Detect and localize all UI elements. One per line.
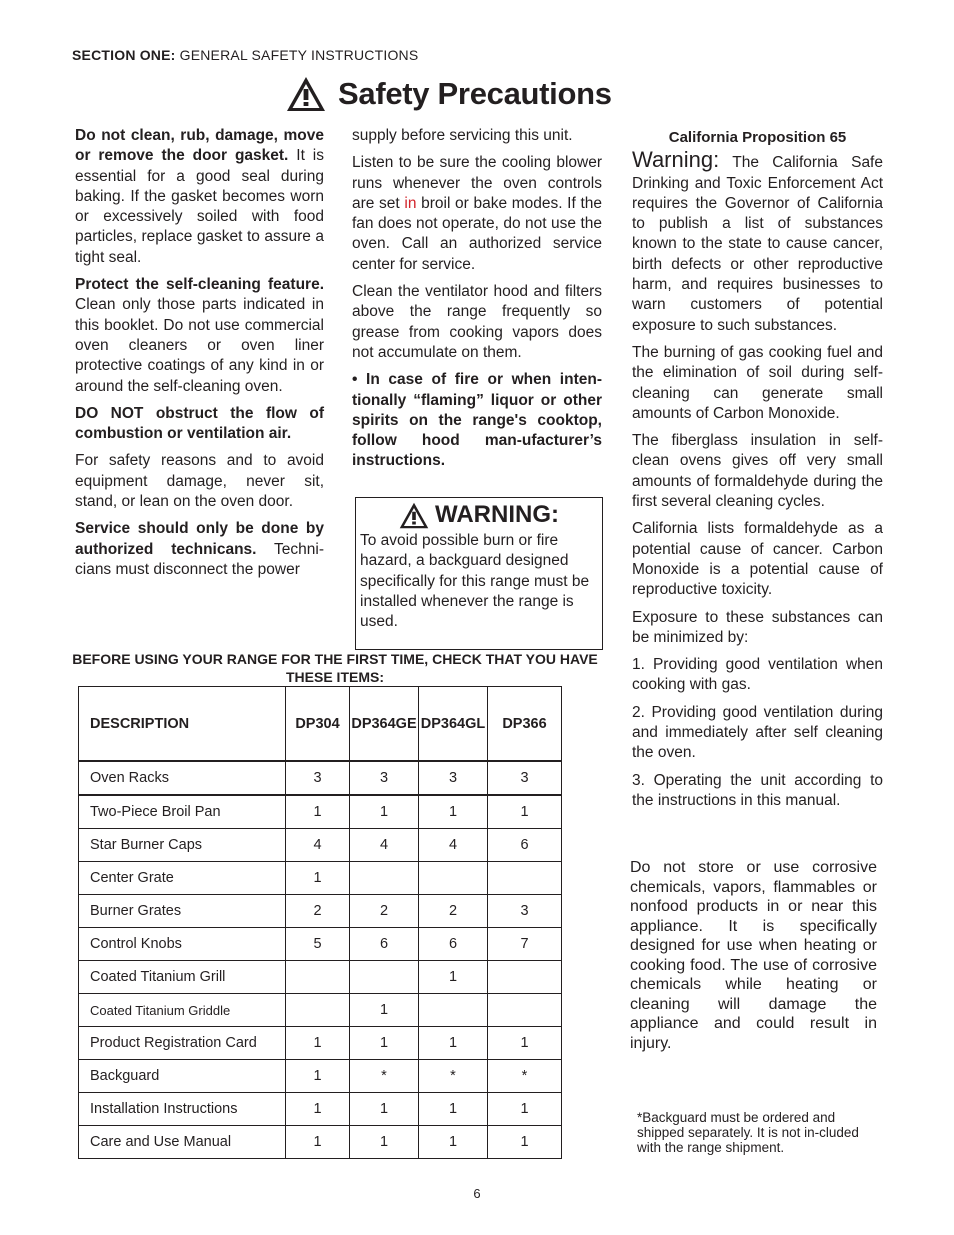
item-quantity-cell: 1 [419, 1093, 488, 1126]
door-gasket-text: It is essential for a good seal during baking. If the gasket becomes worn or excessively soiled with food particles, replace gasket to assure a tight seal. [75, 147, 324, 266]
exposure-step-2: 2. Providing good ventilation during and immediately after self cleaning the oven. [632, 703, 883, 762]
item-quantity-cell: 1 [350, 1093, 419, 1126]
item-quantity-cell: * [350, 1060, 419, 1093]
formaldehyde-paragraph: The fiberglass insulation in self-clean ovens gives off very small amounts of formaldehyde during the first several cleaning cycles. [632, 432, 883, 511]
warning-triangle-small-icon [399, 502, 429, 529]
item-quantity-cell [488, 994, 562, 1027]
exposure-step-3: 3. Operating the unit according to the instructions in this manual. [632, 771, 883, 809]
table-row [79, 862, 562, 895]
section-label-bold: SECTION ONE: [72, 47, 176, 63]
item-quantity-cell: 1 [286, 1060, 350, 1093]
item-quantity-cell: 3 [488, 761, 562, 795]
column-header: DP364GE [350, 687, 419, 762]
backguard-footnote: *Backguard must be ordered and shipped separately. It is not in-cluded with the range shipment. [637, 1110, 859, 1155]
item-description-cell: Backguard [79, 1060, 286, 1093]
checklist-table [78, 686, 562, 1159]
exposure-step-1: 1. Providing good ventilation when cooking with gas. [632, 656, 883, 694]
item-description-cell: Product Registration Card [79, 1027, 286, 1060]
item-quantity-cell: * [488, 1060, 562, 1093]
table-row [79, 795, 562, 829]
safety-column-1 [75, 126, 324, 587]
prop65-title: California Proposition 65 [668, 129, 847, 146]
column-header: DP366 [488, 687, 562, 762]
item-quantity-cell: 6 [488, 829, 562, 862]
cancer-paragraph: California lists formaldehyde as a potential cause of cancer. Carbon Monoxide is a potential cause of reproductive toxicity. [632, 520, 883, 599]
fire-bold: • In case of fire or when inten-tionally “flaming” liquor or other spirits on the range's cooktop, follow hood man-ufacturer’s instructions. [352, 371, 602, 470]
item-quantity-cell: 4 [350, 829, 419, 862]
item-quantity-cell: 6 [350, 928, 419, 961]
item-quantity-cell: 1 [350, 1027, 419, 1060]
item-quantity-cell: 3 [419, 761, 488, 795]
item-quantity-cell: 1 [286, 1027, 350, 1060]
item-quantity-cell: 1 [419, 795, 488, 829]
page-title-block [286, 76, 612, 112]
item-description-cell: Control Knobs [79, 928, 286, 961]
item-quantity-cell: 6 [419, 928, 488, 961]
warning-triangle-icon [286, 76, 326, 112]
item-description-cell: Care and Use Manual [79, 1126, 286, 1159]
prop65-column [632, 128, 883, 818]
item-description-cell: Coated Titanium Grill [79, 961, 286, 994]
table-row [79, 1093, 562, 1126]
table-row [79, 961, 562, 994]
column-header: DESCRIPTION [79, 687, 286, 762]
item-quantity-cell: 1 [488, 1126, 562, 1159]
service-bold: Service should only be done by authorized technicans. [75, 520, 324, 558]
checklist-heading: BEFORE USING YOUR RANGE FOR THE FIRST TIME, CHECK THAT YOU HAVE THESE ITEMS: [72, 651, 598, 685]
safety-column-2 [352, 126, 602, 479]
item-quantity-cell: 1 [350, 1126, 419, 1159]
item-quantity-cell: 1 [419, 1027, 488, 1060]
page-title: Safety Precautions [338, 76, 612, 111]
item-quantity-cell: 1 [350, 994, 419, 1027]
item-quantity-cell [419, 994, 488, 1027]
item-quantity-cell: 1 [488, 795, 562, 829]
warning-heading [360, 502, 598, 529]
section-label [72, 47, 418, 63]
warning-heading-text: WARNING: [435, 501, 559, 529]
item-quantity-cell: 4 [419, 829, 488, 862]
item-description-cell: Installation Instructions [79, 1093, 286, 1126]
service-paragraph [75, 519, 324, 580]
item-quantity-cell: 1 [419, 961, 488, 994]
item-description-cell: Coated Titanium Griddle [79, 994, 286, 1027]
prop65-warning-word: Warning: [632, 147, 720, 173]
item-description-cell: Two-Piece Broil Pan [79, 795, 286, 829]
table-row [79, 761, 562, 795]
item-quantity-cell: 5 [286, 928, 350, 961]
item-quantity-cell: 2 [419, 895, 488, 928]
item-quantity-cell: 1 [419, 1126, 488, 1159]
item-quantity-cell: 7 [488, 928, 562, 961]
exposure-paragraph: Exposure to these substances can be minimized by: [632, 608, 883, 646]
page-number: 6 [473, 1186, 481, 1201]
cooling-blower-paragraph [352, 153, 602, 275]
table-row [79, 1060, 562, 1093]
item-quantity-cell [286, 961, 350, 994]
corrosive-warning-paragraph: Do not store or use corrosive chemicals, vapors, flammables or nonfood products in or near this appliance. It is specifically designed for use when heating or cooking food. The use of corrosive chemicals while heating or cleaning will damage the appliance and could result in injury. [630, 859, 877, 1052]
item-quantity-cell: 1 [286, 862, 350, 895]
item-quantity-cell [350, 961, 419, 994]
warning-body: To avoid possible burn or fire hazard, a backguard designed specifically for this range must be installed whenever the range is used. [360, 532, 590, 631]
item-quantity-cell: 1 [286, 795, 350, 829]
section-label-text: GENERAL SAFETY INSTRUCTIONS [175, 47, 419, 63]
ventilator-hood-paragraph: Clean the ventilator hood and filters above the range frequently so grease from cooking vapors does not accumulate on them. [352, 283, 602, 361]
item-quantity-cell [350, 862, 419, 895]
service-text: Techni-cians must disconnect the power [75, 540, 325, 578]
oven-door-paragraph: For safety reasons and to avoid equipment damage, never sit, stand, or lean on the oven door. [75, 452, 324, 511]
item-quantity-cell: 2 [350, 895, 419, 928]
table-row [79, 928, 562, 961]
item-quantity-cell: 2 [286, 895, 350, 928]
table-row [79, 895, 562, 928]
airflow-bold: DO NOT obstruct the flow of combustion or ventilation air. [75, 404, 324, 443]
airflow-paragraph [75, 404, 324, 445]
self-cleaning-bold: Protect the self-cleaning feature. [75, 276, 324, 294]
column-header: DP304 [286, 687, 350, 762]
item-quantity-cell: 1 [350, 795, 419, 829]
item-quantity-cell: 1 [286, 1126, 350, 1159]
table-header-row [79, 687, 562, 762]
item-description-cell: Oven Racks [79, 761, 286, 795]
item-quantity-cell [488, 961, 562, 994]
prop65-intro-text: The California Safe Drinking and Toxic Enforcement Act requires the Governor of California to publish a list of substances known to the state to cause cancer, birth defects or other reproductive harm, and requires businesses to warn customers of potential exposure to such substances. [632, 154, 883, 334]
backguard-warning-box [355, 497, 603, 650]
self-cleaning-paragraph [75, 275, 324, 397]
door-gasket-bold: Do not clean, rub, damage, move or remove the door gasket. [75, 127, 324, 165]
item-description-cell: Star Burner Caps [79, 829, 286, 862]
table-row [79, 994, 562, 1027]
table-row [79, 1126, 562, 1159]
item-description-cell: Burner Grates [79, 895, 286, 928]
item-description-cell: Center Grate [79, 862, 286, 895]
item-quantity-cell: 1 [488, 1027, 562, 1060]
item-quantity-cell [286, 994, 350, 1027]
item-quantity-cell [488, 862, 562, 895]
item-quantity-cell [419, 862, 488, 895]
item-quantity-cell: 1 [488, 1093, 562, 1126]
prop65-intro-paragraph [632, 147, 883, 336]
carbon-monoxide-paragraph: The burning of gas cooking fuel and the elimination of soil during self-cleaning can generate small amounts of Carbon Monoxide. [632, 343, 883, 422]
table-row [79, 829, 562, 862]
item-quantity-cell: 4 [286, 829, 350, 862]
cooling-blower-red-word: in [404, 194, 417, 212]
item-quantity-cell: 3 [350, 761, 419, 795]
item-quantity-cell: 3 [488, 895, 562, 928]
item-quantity-cell: 3 [286, 761, 350, 795]
fire-paragraph [352, 370, 602, 471]
self-cleaning-text: Clean only those parts indicated in this booklet. Do not use commercial oven cleaners or oven liner protective coatings of any kind in or around the self-cleaning oven. [75, 296, 324, 395]
cooling-blower-text-b: broil or bake modes. If the fan does not operate, do not use the oven. Call an authorized service center for service. [352, 194, 602, 273]
service-continued-paragraph: supply before servicing this unit. [352, 127, 573, 144]
column-header: DP364GL [419, 687, 488, 762]
item-quantity-cell: * [419, 1060, 488, 1093]
cooling-blower-text-a: Listen to be sure the cooling blower runs whenever the oven controls are set [352, 154, 602, 212]
table-row [79, 1027, 562, 1060]
door-gasket-paragraph [75, 126, 324, 268]
item-quantity-cell: 1 [286, 1093, 350, 1126]
checklist-table-body [79, 687, 562, 1159]
